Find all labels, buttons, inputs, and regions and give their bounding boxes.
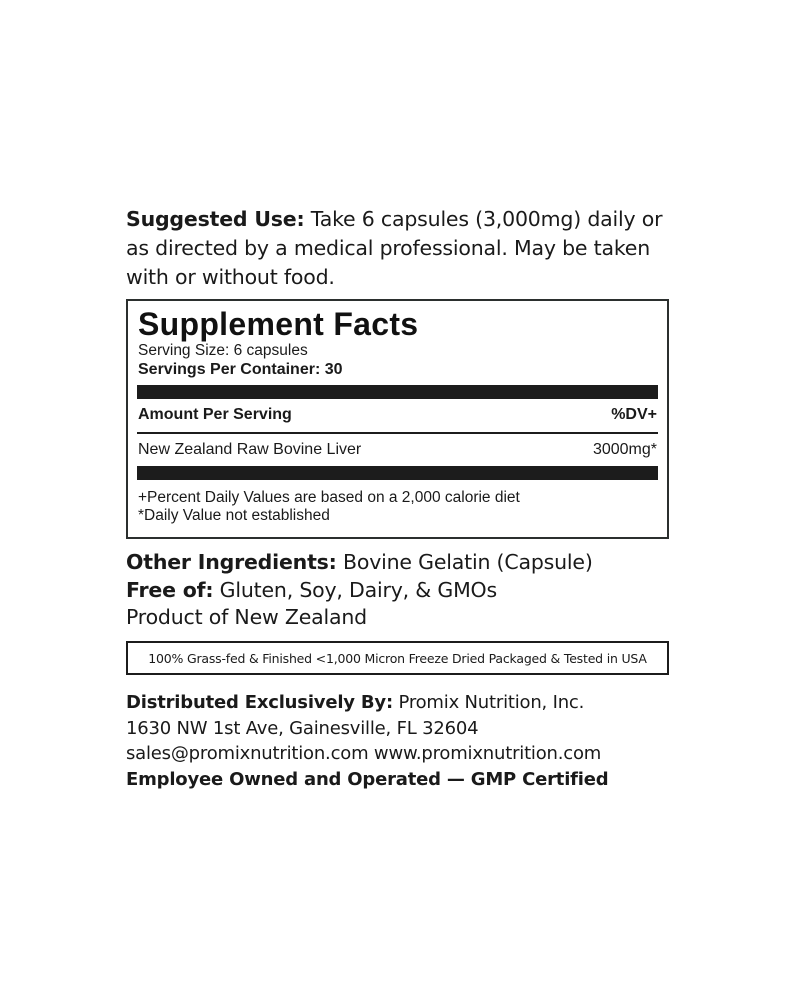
dv-label: %DV+ bbox=[611, 406, 657, 423]
other-ingredients-label: Other Ingredients: bbox=[126, 550, 337, 574]
servings-per-container: Servings Per Container: 30 bbox=[138, 361, 343, 378]
other-ingredients-text: Bovine Gelatin (Capsule) bbox=[336, 550, 593, 574]
footnote-not-established: *Daily Value not established bbox=[138, 507, 330, 524]
free-of-label: Free of: bbox=[126, 577, 214, 602]
distributor-info bbox=[126, 690, 726, 792]
distributor-contact: sales@promixnutrition.com www.promixnutrition.com bbox=[126, 743, 602, 764]
ingredient-row bbox=[138, 440, 657, 460]
thin-divider bbox=[137, 432, 658, 434]
distributor-label: Distributed Exclusively By: bbox=[126, 692, 393, 713]
free-of bbox=[126, 577, 686, 605]
suggested-use-text: Take 6 capsules (3,000mg) daily or as directed by a medical professional. May be taken with or without food. bbox=[126, 207, 663, 289]
distributor-line bbox=[126, 690, 726, 716]
footnote-dv: +Percent Daily Values are based on a 2,000 calorie diet bbox=[138, 489, 520, 506]
ingredient-name: New Zealand Raw Bovine Liver bbox=[138, 441, 362, 458]
amount-header-row bbox=[138, 405, 657, 425]
other-info bbox=[126, 549, 686, 632]
product-origin: Product of New Zealand bbox=[126, 605, 367, 629]
suggested-use bbox=[126, 205, 686, 292]
free-of-text: Gluten, Soy, Dairy, & GMOs bbox=[213, 577, 497, 602]
amount-per-serving-label: Amount Per Serving bbox=[138, 406, 292, 423]
distributor-company: Promix Nutrition, Inc. bbox=[392, 692, 585, 713]
serving-size: Serving Size: 6 capsules bbox=[138, 342, 308, 359]
certification-banner: 100% Grass-fed & Finished <1,000 Micron Freeze Dried Packaged & Tested in USA bbox=[126, 641, 669, 675]
footnotes bbox=[138, 489, 520, 525]
supplement-facts-title: Supplement Facts bbox=[138, 306, 419, 342]
other-ingredients bbox=[126, 549, 686, 577]
distributor-tagline: Employee Owned and Operated — GMP Certified bbox=[126, 768, 609, 790]
supplement-facts-panel bbox=[126, 299, 669, 539]
ingredient-amount: 3000mg* bbox=[592, 441, 657, 458]
suggested-use-label: Suggested Use: bbox=[126, 207, 305, 231]
thick-divider bbox=[137, 385, 658, 399]
thick-divider-bottom bbox=[137, 466, 658, 480]
distributor-address: 1630 NW 1st Ave, Gainesville, FL 32604 bbox=[126, 717, 479, 739]
